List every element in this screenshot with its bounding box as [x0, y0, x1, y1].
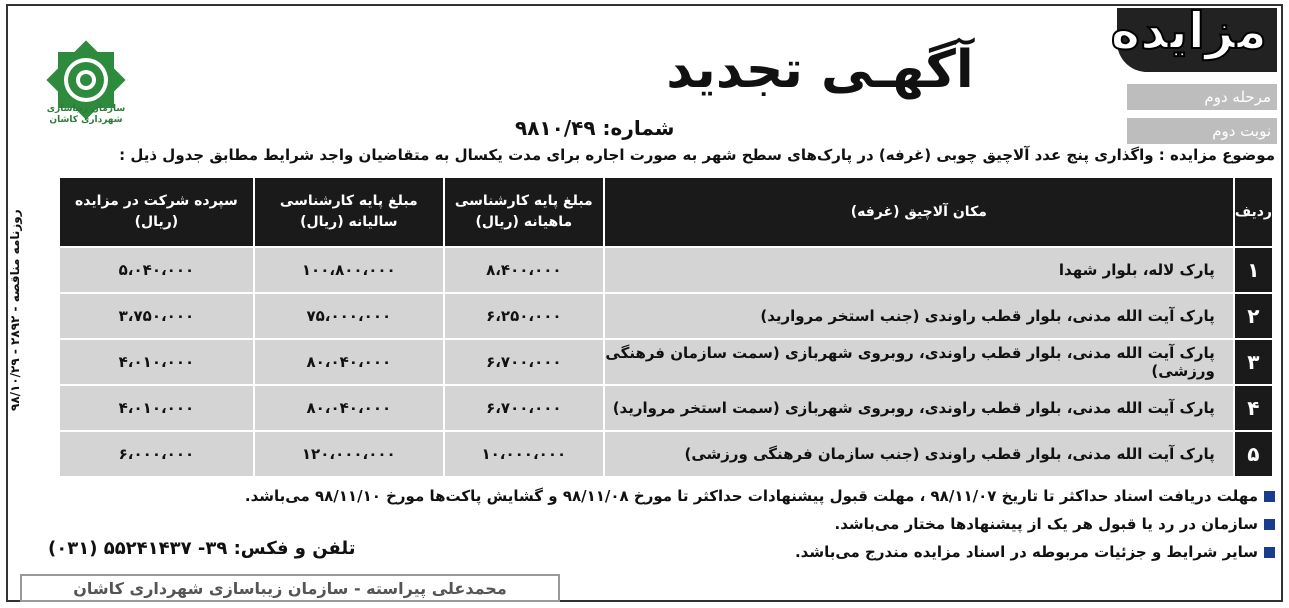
- square-bullet-icon: [1264, 491, 1275, 502]
- logo-caption: سازمان زیباسازی شهرداری کاشان: [46, 104, 126, 125]
- row-deposit: ۵،۰۴۰،۰۰۰: [59, 247, 254, 293]
- row-yearly: ۸۰،۰۴۰،۰۰۰: [254, 385, 444, 431]
- row-place: پارک لاله، بلوار شهدا: [604, 247, 1234, 293]
- row-number: ۲: [1234, 293, 1273, 339]
- row-number: ۳: [1234, 339, 1273, 385]
- row-place: پارک آیت الله مدنی، بلوار قطب راوندی (جنب استخر مروارید): [604, 293, 1234, 339]
- table-row: [59, 431, 1273, 477]
- contact-phone: تلفن و فکس: ۳۹- ۵۵۲۴۱۴۳۷ (۰۳۱): [48, 538, 356, 559]
- newspaper-side-strip: روزنامه مناقصه - ۲۸۹۲ - ۹۸/۱۰/۲۹: [8, 209, 22, 411]
- auction-subject: موضوع مزایده : واگذاری پنج عدد آلاچیق چوبی (غرفه) در پارک‌های سطح شهر به صورت اجاره برای مدت یکسال به متقاضیان واجد شرایط مطابق جدول ذیل :: [119, 146, 1275, 164]
- stage-label: مرحله دوم: [1127, 84, 1277, 110]
- row-deposit: ۶،۰۰۰،۰۰۰: [59, 431, 254, 477]
- row-deposit: ۴،۰۱۰،۰۰۰: [59, 339, 254, 385]
- signature: محمدعلی پیراسته - سازمان زیباسازی شهرداری کاشان: [20, 574, 560, 602]
- row-monthly: ۶،۷۰۰،۰۰۰: [444, 339, 604, 385]
- row-deposit: ۳،۷۵۰،۰۰۰: [59, 293, 254, 339]
- row-monthly: ۶،۲۵۰،۰۰۰: [444, 293, 604, 339]
- square-bullet-icon: [1264, 547, 1275, 558]
- auction-tag: مزایده: [1110, 2, 1267, 60]
- row-yearly: ۷۵،۰۰۰،۰۰۰: [254, 293, 444, 339]
- round-label: نوبت دوم: [1127, 118, 1277, 144]
- table-row: [59, 247, 1273, 293]
- row-number: ۵: [1234, 431, 1273, 477]
- header-row-number: ردیف: [1234, 177, 1273, 247]
- list-item: [60, 484, 1275, 508]
- row-yearly: ۱۰۰،۸۰۰،۰۰۰: [254, 247, 444, 293]
- page-title: آگهـی تجدید: [666, 40, 974, 100]
- list-item: [60, 512, 1275, 536]
- row-monthly: ۶،۷۰۰،۰۰۰: [444, 385, 604, 431]
- row-monthly: ۱۰،۰۰۰،۰۰۰: [444, 431, 604, 477]
- header-yearly: مبلغ پایه کارشناسی سالیانه (ریال): [254, 177, 444, 247]
- note-text: مهلت دریافت اسناد حداکثر تا تاریخ ۹۸/۱۱/۰۷ ، مهلت قبول پیشنهادات حداکثر تا مورخ ۹۸/۱۱/۰۸ و گشایش پاکت‌ها مورخ ۹۸/۱۱/۱۰ می‌باشد.: [244, 487, 1258, 505]
- row-place: پارک آیت الله مدنی، بلوار قطب راوندی، روبروی شهربازی (سمت سازمان فرهنگی ورزشی): [604, 339, 1234, 385]
- row-deposit: ۴،۰۱۰،۰۰۰: [59, 385, 254, 431]
- table-header-row: [59, 177, 1273, 247]
- ad-number: شماره: ۹۸۱۰/۴۹: [515, 116, 675, 140]
- header-deposit: سپرده شرکت در مزایده (ریال): [59, 177, 254, 247]
- table-row: [59, 385, 1273, 431]
- header-monthly: مبلغ پایه کارشناسی ماهیانه (ریال): [444, 177, 604, 247]
- row-yearly: ۸۰،۰۴۰،۰۰۰: [254, 339, 444, 385]
- table-row: [59, 339, 1273, 385]
- row-place: پارک آیت الله مدنی، بلوار قطب راوندی، روبروی شهربازی (سمت استخر مروارید): [604, 385, 1234, 431]
- note-text: سایر شرایط و جزئیات مربوطه در اسناد مزایده مندرج می‌باشد.: [794, 543, 1258, 561]
- table-row: [59, 293, 1273, 339]
- row-yearly: ۱۲۰،۰۰۰،۰۰۰: [254, 431, 444, 477]
- auction-table: [58, 176, 1274, 478]
- row-number: ۴: [1234, 385, 1273, 431]
- note-text: سازمان در رد یا قبول هر یک از پیشنهادها مختار می‌باشد.: [834, 515, 1258, 533]
- header-place: مکان آلاچیق (غرفه): [604, 177, 1234, 247]
- square-bullet-icon: [1264, 519, 1275, 530]
- row-place: پارک آیت الله مدنی، بلوار قطب راوندی (جنب سازمان فرهنگی ورزشی): [604, 431, 1234, 477]
- row-number: ۱: [1234, 247, 1273, 293]
- row-monthly: ۸،۴۰۰،۰۰۰: [444, 247, 604, 293]
